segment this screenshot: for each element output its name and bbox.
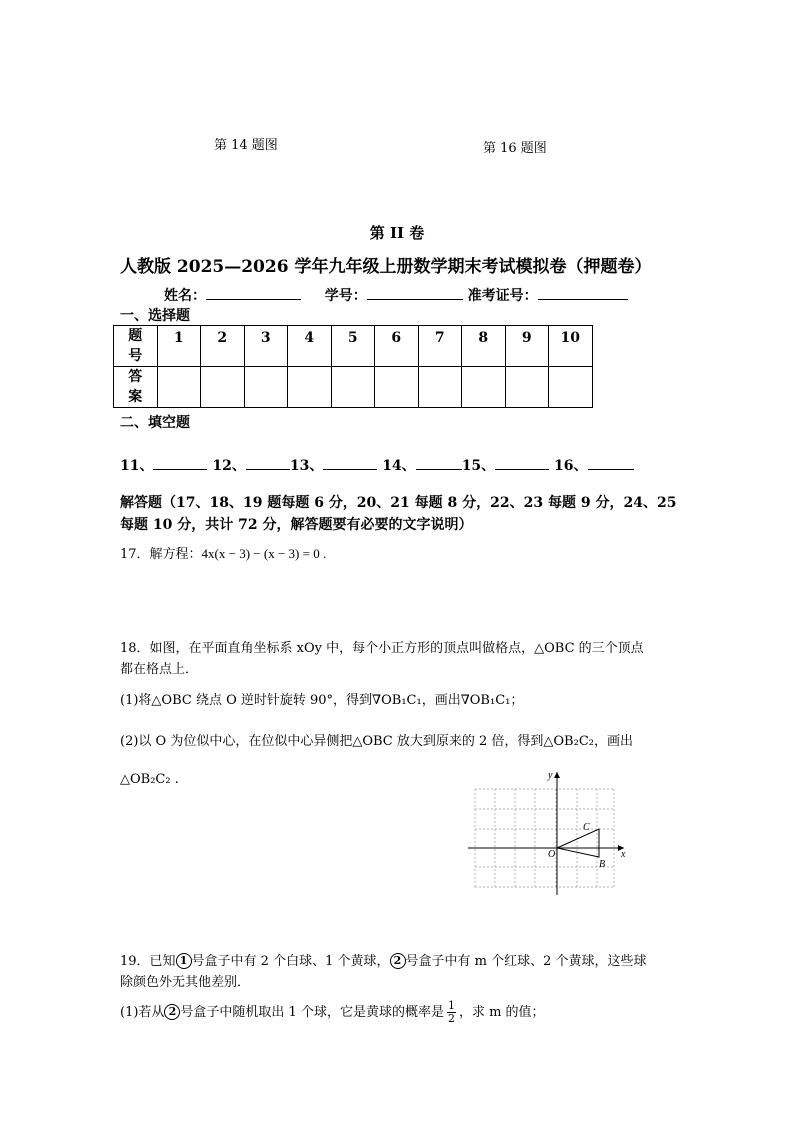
number-row xyxy=(114,326,593,367)
blank-label-13: 13、 xyxy=(289,458,324,474)
q19-line1 xyxy=(120,950,647,969)
number-cell: 9 xyxy=(505,326,549,367)
blank-label-12: 12、 xyxy=(212,458,246,474)
q18-part1: (1)将△OBC 绕点 O 逆时针旋转 90°，得到∇OB₁C₁，画出∇OB₁C₁； xyxy=(120,693,524,708)
q19-part1-text-b: 号盒子中随机取出 1 个球，它是黄球的概率是 xyxy=(180,1005,444,1020)
q17-equation: 4x(x − 3) − (x − 3) = 0 . xyxy=(201,546,327,561)
answer-cell[interactable] xyxy=(549,367,593,408)
section-2-heading: 二、填空题 xyxy=(120,415,190,431)
blank-16[interactable] xyxy=(588,455,634,470)
answer-cell[interactable] xyxy=(288,367,332,408)
question-17 xyxy=(120,543,326,562)
answer-cell[interactable] xyxy=(505,367,549,408)
number-cell: 3 xyxy=(244,326,288,367)
triangle-obc xyxy=(557,829,599,857)
number-cell: 8 xyxy=(462,326,506,367)
figure-14-caption: 第 14 题图 xyxy=(214,138,278,153)
probability-fraction xyxy=(447,1000,456,1025)
number-cell: 4 xyxy=(288,326,332,367)
x-axis-label: x xyxy=(621,849,626,860)
name-field[interactable] xyxy=(206,285,301,300)
fraction-denominator: 2 xyxy=(447,1012,455,1025)
q18-part2: (2)以 O 为位似中心，在位似中心异侧把△OBC 放大到原来的 2 倍，得到△OB₂C₂，画出 xyxy=(120,734,633,749)
number-cell: 1 xyxy=(157,326,201,367)
q19-text-b: 号盒子中有 2 个白球、1 个黄球， xyxy=(191,954,390,969)
volume-title: 第 II 卷 xyxy=(369,224,425,242)
blank-15[interactable] xyxy=(495,455,549,470)
q19-part1 xyxy=(120,1000,545,1025)
y-axis-arrow xyxy=(554,772,560,778)
box-2-circle: 2 xyxy=(390,953,406,969)
point-c-label: C xyxy=(583,822,590,833)
q19-text-c: 号盒子中有 m 个红球、2 个黄球，这些球 xyxy=(405,954,647,969)
blank-label-11: 11、 xyxy=(120,458,154,474)
box-2-circle-part1: 2 xyxy=(164,1004,180,1020)
q18-line1: 18．如图，在平面直角坐标系 xOy 中，每个小正方形的顶点叫做格点，△OBC 的三个顶点 xyxy=(120,641,644,656)
row-header-number: 题 号 xyxy=(114,326,158,367)
y-axis-label: y xyxy=(548,770,553,781)
number-cell: 2 xyxy=(201,326,245,367)
number-cell: 5 xyxy=(331,326,375,367)
q19-part1-text-a: (1)若从 xyxy=(120,1005,165,1020)
section-3-heading-line2: 每题 10 分，共计 72 分，解答题要有必要的文字说明） xyxy=(120,517,473,533)
blank-label-15: 15、 xyxy=(461,458,496,474)
fraction-numerator: 1 xyxy=(447,999,455,1012)
q18-part2-cont: △OB₂C₂ . xyxy=(120,772,179,787)
blank-11[interactable] xyxy=(153,455,207,470)
origin-label: O xyxy=(548,849,556,860)
q19-line2: 除颜色外无其他差别． xyxy=(120,975,251,990)
student-info-row xyxy=(164,285,628,305)
q18-line2: 都在格点上． xyxy=(120,662,199,677)
answer-cell[interactable] xyxy=(157,367,201,408)
student-id-field[interactable] xyxy=(367,285,463,300)
answer-cell[interactable] xyxy=(331,367,375,408)
q19-text-a: 19．已知 xyxy=(120,954,176,969)
answer-cell[interactable] xyxy=(418,367,462,408)
q19-part1-text-c: ，求 m 的值； xyxy=(458,1005,545,1020)
exam-title: 人教版 2025—2026 学年九年级上册数学期末考试模拟卷（押题卷） xyxy=(120,257,652,277)
blank-14[interactable] xyxy=(416,455,462,470)
blank-label-14: 14、 xyxy=(382,458,416,474)
box-1-circle: 1 xyxy=(176,953,192,969)
name-label: 姓名： xyxy=(164,288,206,304)
answer-cell[interactable] xyxy=(375,367,419,408)
answer-cell[interactable] xyxy=(244,367,288,408)
row-header-answer: 答 案 xyxy=(114,367,158,408)
exam-number-label: 准考证号： xyxy=(467,288,538,304)
blank-12[interactable] xyxy=(246,455,290,470)
number-cell: 7 xyxy=(418,326,462,367)
number-cell: 6 xyxy=(375,326,419,367)
answer-row xyxy=(114,367,593,408)
blank-label-16: 16、 xyxy=(554,458,588,474)
section-1-heading: 一、选择题 xyxy=(120,308,190,324)
blank-13[interactable] xyxy=(323,455,377,470)
point-b-label: B xyxy=(599,859,606,870)
answer-cell[interactable] xyxy=(201,367,245,408)
fill-in-row xyxy=(120,455,634,475)
number-cell: 10 xyxy=(549,326,593,367)
exam-number-field[interactable] xyxy=(538,285,628,300)
student-id-label: 学号： xyxy=(324,288,367,304)
coordinate-grid xyxy=(466,768,632,898)
answer-cell[interactable] xyxy=(462,367,506,408)
q17-label: 17．解方程： xyxy=(120,547,202,562)
answer-table xyxy=(113,325,593,408)
grid-lines xyxy=(475,789,614,887)
section-3-heading-line1: 解答题（17、18、19 题每题 6 分，20、21 每题 8 分，22、23 每题 9 分，24、25 xyxy=(120,495,677,511)
figure-16-caption: 第 16 题图 xyxy=(483,141,547,156)
